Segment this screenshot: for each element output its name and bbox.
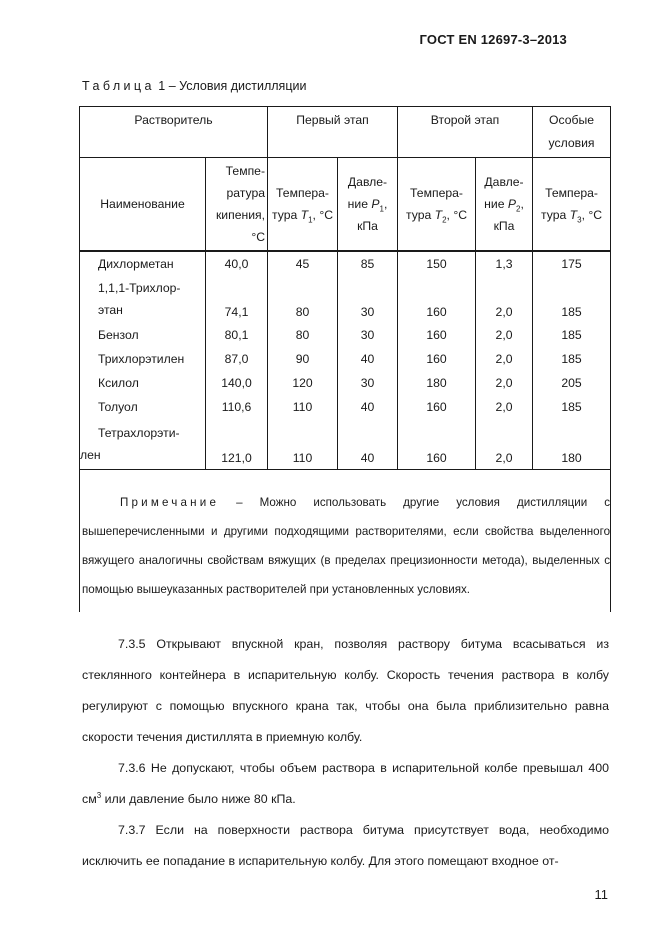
table-caption bbox=[82, 79, 306, 93]
cell-t1: 80 bbox=[268, 323, 338, 347]
cell-t1: 120 bbox=[268, 371, 338, 395]
col-p2 bbox=[476, 158, 533, 252]
cell-p2: 2,0 bbox=[476, 275, 533, 323]
cell-t1: 90 bbox=[268, 347, 338, 371]
col-t3-symbol: T bbox=[569, 208, 578, 222]
cell-p2: 2,0 bbox=[476, 323, 533, 347]
col-p2-text: Давле-ние bbox=[484, 175, 524, 211]
cell-boil: 80,1 bbox=[206, 323, 268, 347]
cell-name: Дихлорметан bbox=[80, 251, 206, 275]
col-p1-text: Давле-ние bbox=[347, 175, 388, 211]
cell-p1: 30 bbox=[338, 323, 398, 347]
cell-t3: 185 bbox=[533, 275, 611, 323]
col-t3-sub: 3 bbox=[577, 215, 582, 225]
cell-name: Ксилол bbox=[80, 371, 206, 395]
paragraph-7-3-6-tail: или давление было ниже 80 кПа. bbox=[101, 792, 296, 806]
cell-t3: 205 bbox=[533, 371, 611, 395]
col-p1-sub: 1 bbox=[379, 204, 384, 214]
paragraph-7-3-7: 7.3.7 Если на поверхности раствора битума присутствует вода, необходимо исключить ее попадание в испарительную колбу. Для этого помещают входное от- bbox=[82, 823, 609, 868]
cell-name: Тетрахлорэти-лен bbox=[80, 419, 206, 469]
cell-p1: 85 bbox=[338, 251, 398, 275]
col-boil-temp bbox=[206, 158, 268, 252]
col-t1 bbox=[268, 158, 338, 252]
col-p1 bbox=[338, 158, 398, 252]
col-name: Наименование bbox=[80, 158, 206, 252]
cell-t1: 80 bbox=[268, 275, 338, 323]
cell-t3: 185 bbox=[533, 347, 611, 371]
table-body bbox=[80, 251, 611, 612]
cell-p2: 1,3 bbox=[476, 251, 533, 275]
note-text: – Можно использовать другие условия дистилляции с вышеперечисленными и другими подходящими растворителями, если свойства выделенного вяжущего аналогичны свойствам вяжущих (в пределах прецизионности метода), выделенных с помощью вышеуказанных растворителей при установленных условиях. bbox=[82, 495, 611, 596]
header-special: Особые условия bbox=[533, 107, 611, 158]
cell-name: Бензол bbox=[80, 323, 206, 347]
cell-t2: 160 bbox=[398, 395, 476, 419]
body-text bbox=[82, 629, 609, 877]
col-t2-sub: 2 bbox=[442, 215, 447, 225]
cell-boil: 121,0 bbox=[206, 419, 268, 469]
table-caption-label: Таблица bbox=[82, 79, 155, 93]
table-row bbox=[80, 347, 611, 371]
note-row bbox=[80, 469, 611, 612]
col-p2-sub: 2 bbox=[516, 204, 521, 214]
col-t1-unit: , °C bbox=[312, 208, 333, 222]
cell-t3: 185 bbox=[533, 323, 611, 347]
cell-p2: 2,0 bbox=[476, 347, 533, 371]
col-p2-unit: , кПа bbox=[493, 197, 524, 233]
cell-t2: 160 bbox=[398, 419, 476, 469]
table-row bbox=[80, 419, 611, 469]
table-row bbox=[80, 323, 611, 347]
col-boil-temp-text: Темпе-ратура кипения, °C bbox=[215, 164, 266, 244]
cell-t1: 110 bbox=[268, 419, 338, 469]
cell-p2: 2,0 bbox=[476, 371, 533, 395]
cell-boil: 74,1 bbox=[206, 275, 268, 323]
cell-boil: 110,6 bbox=[206, 395, 268, 419]
col-t2 bbox=[398, 158, 476, 252]
distillation-table bbox=[79, 106, 611, 612]
table-row bbox=[80, 251, 611, 275]
cell-name: Толуол bbox=[80, 395, 206, 419]
col-t1-symbol: T bbox=[300, 208, 309, 222]
standard-code: ГОСТ EN 12697-3–2013 bbox=[419, 32, 567, 47]
col-t1-sub: 1 bbox=[308, 215, 313, 225]
col-p2-symbol: P bbox=[507, 197, 517, 211]
cell-t3: 175 bbox=[533, 251, 611, 275]
cell-boil: 140,0 bbox=[206, 371, 268, 395]
cell-boil: 87,0 bbox=[206, 347, 268, 371]
col-t3 bbox=[533, 158, 611, 252]
cell-p1: 30 bbox=[338, 371, 398, 395]
col-t3-text: Темпера-тура bbox=[541, 186, 598, 222]
table-caption-title: 1 – Условия дистилляции bbox=[154, 79, 307, 93]
cell-p1: 40 bbox=[338, 419, 398, 469]
paragraph-7-3-5: 7.3.5 Открывают впускной кран, позволяя раствору битума всасываться из стеклянного контейнера в испарительную колбу. Скорость течения раствора в колбу регулируют с помощью впускного крана так, чтобы она была приблизительно равна скорости течения дистиллята в приемную колбу. bbox=[82, 637, 609, 744]
cell-t2: 150 bbox=[398, 251, 476, 275]
cell-boil: 40,0 bbox=[206, 251, 268, 275]
cell-t3: 185 bbox=[533, 395, 611, 419]
cell-t2: 160 bbox=[398, 347, 476, 371]
col-p1-unit: , кПа bbox=[357, 197, 388, 233]
cell-p1: 30 bbox=[338, 275, 398, 323]
cell-p2: 2,0 bbox=[476, 395, 533, 419]
paragraph-7-3-6 bbox=[82, 753, 609, 815]
table-row bbox=[80, 395, 611, 419]
header-solvent: Растворитель bbox=[80, 107, 268, 158]
cell-t2: 180 bbox=[398, 371, 476, 395]
header-stage-2: Второй этап bbox=[398, 107, 533, 158]
cell-t2: 160 bbox=[398, 275, 476, 323]
note-label: Примечание bbox=[120, 495, 220, 509]
cell-t1: 110 bbox=[268, 395, 338, 419]
table-row bbox=[80, 371, 611, 395]
col-t2-symbol: T bbox=[434, 208, 443, 222]
col-t3-unit: , °C bbox=[581, 208, 603, 222]
cell-p1: 40 bbox=[338, 347, 398, 371]
header-stage-1: Первый этап bbox=[268, 107, 398, 158]
paragraph-7-3-6-text: 7.3.6 Не допускают, чтобы объем раствора в испарительной колбе превышал 400 см bbox=[82, 761, 609, 806]
cell-t3: 180 bbox=[533, 419, 611, 469]
cell-p1: 40 bbox=[338, 395, 398, 419]
col-t1-text: Темпера-тура bbox=[272, 186, 329, 222]
table-row bbox=[80, 275, 611, 323]
col-p1-symbol: P bbox=[371, 197, 380, 211]
table-note bbox=[80, 469, 611, 612]
paragraph-7-3-6-sup: 3 bbox=[96, 790, 102, 800]
col-t2-unit: , °C bbox=[446, 208, 467, 222]
cell-t1: 45 bbox=[268, 251, 338, 275]
cell-t2: 160 bbox=[398, 323, 476, 347]
page-number: 11 bbox=[594, 887, 608, 902]
col-t2-text: Темпера-тура bbox=[406, 186, 463, 222]
cell-p2: 2,0 bbox=[476, 419, 533, 469]
cell-name: Трихлорэтилен bbox=[80, 347, 206, 371]
cell-name: 1,1,1-Трихлор-этан bbox=[80, 275, 206, 323]
